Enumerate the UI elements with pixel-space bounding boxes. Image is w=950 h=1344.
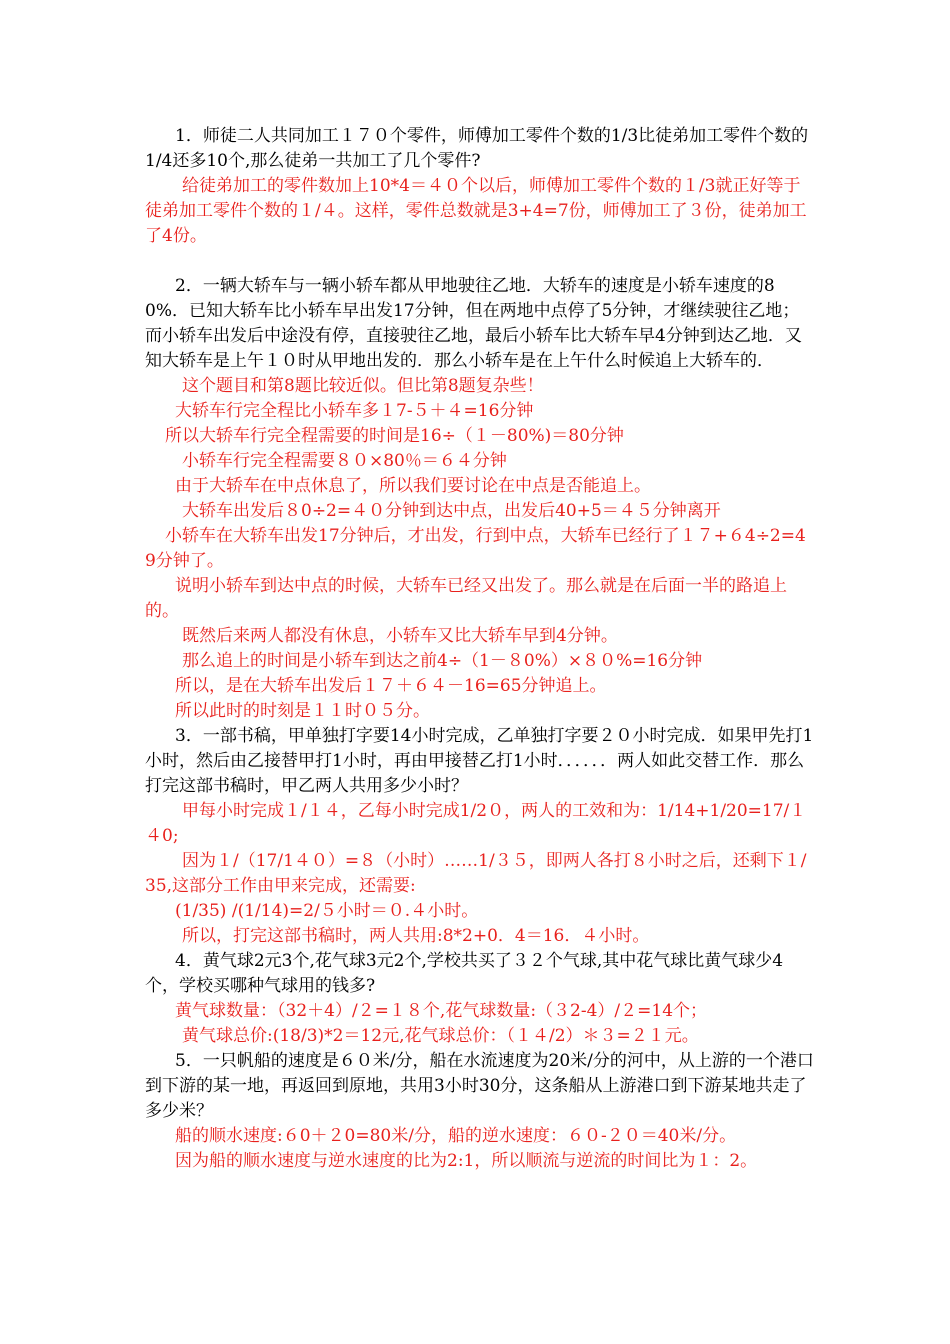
- answer-paragraph: 因为船的顺水速度与逆水速度的比为2:1，所以顺流与逆流的时间比为１：2。: [175, 1151, 758, 1171]
- answer-paragraph: 所以此时的时刻是１１时０５分。: [175, 701, 430, 721]
- answer-paragraph: 大轿车行完全程比小轿车多１7-５＋４=16分钟: [175, 401, 534, 421]
- answer-paragraph: 所以，是在大轿车出发后１７＋６４－16=65分钟追上。: [175, 676, 607, 696]
- answer-paragraph: 甲每小时完成１/１４，乙每小时完成1/2０，两人的工效和为：1/14+1/20=17/１４0;: [145, 801, 807, 846]
- question-paragraph: 5．一只帆船的速度是６０米/分，船在水流速度为20米/分的河中，从上游的一个港口到下游的某一地，再返回到原地，共用3小时30分，这条船从上游港口到下游某地共走了多少米？: [145, 1051, 814, 1121]
- question-paragraph: 3．一部书稿，甲单独打字要14小时完成，乙单独打字要２０小时完成．如果甲先打1小时，然后由乙接替甲打1小时，再由甲接替乙打1小时．．．．．．两人如此交替工作．那么打完这部书稿时，甲乙两人共用多少小时？: [145, 726, 814, 796]
- answer-paragraph: 说明小轿车到达中点的时候，大轿车已经又出发了。那么就是在后面一半的路追上的。: [145, 576, 787, 621]
- answer-paragraph: 小轿车行完全程需要８０×80％＝６４分钟: [182, 451, 507, 471]
- question-paragraph: 1．师徒二人共同加工１７０个零件，师傅加工零件个数的1/3比徒弟加工零件个数的1/4还多10个,那么徒弟一共加工了几个零件?: [145, 126, 809, 171]
- answer-paragraph: 给徒弟加工的零件数加上10*4＝４０个以后，师傅加工零件个数的１/3就正好等于徒弟加工零件个数的１/４。这样，零件总数就是3+4=7份，师傅加工了３份，徒弟加工了4份。: [145, 176, 807, 246]
- answer-paragraph: 小轿车在大轿车出发17分钟后，才出发，行到中点，大轿车已经行了１７+６4÷2=49分钟了。: [145, 526, 806, 571]
- answer-paragraph: 因为１/（17/1４０）=８（小时）……1/３５，即两人各打８小时之后，还剩下１/35,这部分工作由甲来完成，还需要:: [145, 851, 807, 896]
- answer-paragraph: 既然后来两人都没有休息，小轿车又比大轿车早到4分钟。: [182, 626, 618, 646]
- answer-paragraph: 船的顺水速度:６0＋２0=80米/分，船的逆水速度：６０-２０＝40米/分。: [175, 1126, 737, 1146]
- answer-paragraph: 所以，打完这部书稿时，两人共用:8*2+0．4＝16．４小时。: [182, 926, 650, 946]
- answer-paragraph: 那么追上的时间是小轿车到达之前4÷（1－８0%）×８０%=16分钟: [182, 651, 703, 671]
- answer-paragraph: 这个题目和第8题比较近似。但比第8题复杂些！: [182, 376, 544, 396]
- answer-paragraph: (1/35) /(1/14)=2/５小时＝０.４小时。: [175, 901, 479, 921]
- answer-paragraph: 所以大轿车行完全程需要的时间是16÷（１－80%)＝80分钟: [165, 426, 624, 446]
- paragraph-spacer: [145, 249, 815, 274]
- answer-paragraph: 大轿车出发后８0÷2=４０分钟到达中点，出发后40+5＝４５分钟离开: [182, 501, 721, 521]
- answer-paragraph: 黄气球总价:(18/3)*2＝12元,花气球总价：（１４/2）＊３=２１元。: [182, 1026, 699, 1046]
- question-paragraph: 4．黄气球2元3个,花气球3元2个,学校共买了３２个气球,其中花气球比黄气球少4个，学校买哪种气球用的钱多?: [145, 951, 784, 996]
- question-paragraph: 2．一辆大轿车与一辆小轿车都从甲地驶往乙地．大轿车的速度是小轿车速度的80%．已知大轿车比小轿车早出发17分钟，但在两地中点停了5分钟，才继续驶往乙地；而小轿车出发后中途没有停，直接驶往乙地，最后小轿车比大轿车早4分钟到达乙地．又知大轿车是上午１０时从甲地出发的．那么小轿车是在上午什么时候追上大轿车的．: [145, 276, 802, 371]
- answer-paragraph: 由于大轿车在中点休息了，所以我们要讨论在中点是否能追上。: [175, 476, 651, 496]
- answer-paragraph: 黄气球数量：（32＋4）/２=１８个,花气球数量:（３2-4）/２=14个；: [175, 1001, 708, 1021]
- document-body: [145, 124, 815, 1174]
